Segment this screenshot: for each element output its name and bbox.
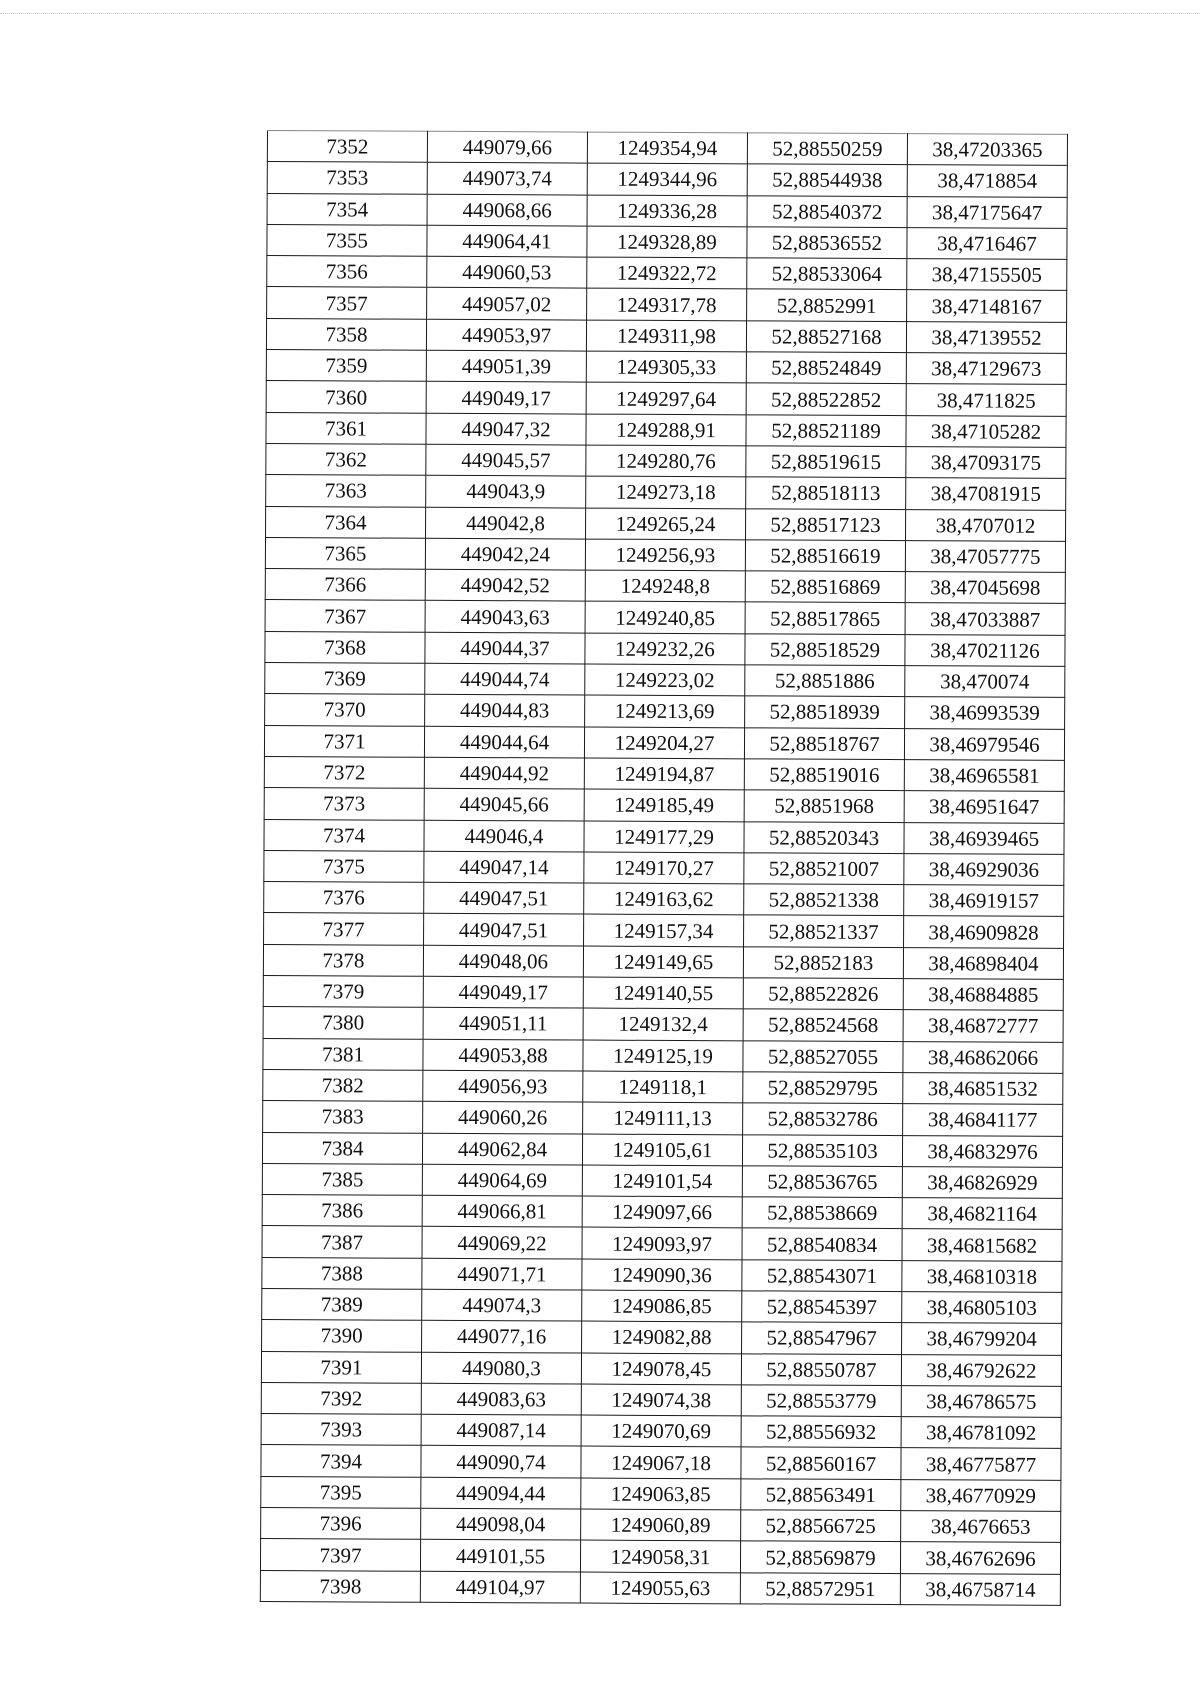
longitude-cell: 38,46965581 — [904, 760, 1064, 792]
y-coordinate-cell: 1249118,1 — [583, 1071, 743, 1103]
longitude-cell: 38,46758714 — [900, 1573, 1060, 1605]
y-coordinate-cell: 1249344,96 — [587, 163, 747, 195]
y-coordinate-cell: 1249101,54 — [582, 1165, 742, 1197]
y-coordinate-cell: 1249213,69 — [585, 695, 745, 727]
coordinates-table — [260, 130, 1068, 1606]
table-row — [265, 694, 1065, 729]
table-row — [266, 506, 1066, 541]
x-coordinate-cell: 449087,14 — [421, 1414, 581, 1446]
y-coordinate-cell: 1249223,02 — [585, 664, 745, 696]
latitude-cell: 52,88566725 — [741, 1510, 901, 1542]
table-row — [265, 663, 1065, 698]
x-coordinate-cell: 449048,06 — [423, 945, 583, 977]
longitude-cell: 38,47033887 — [905, 603, 1065, 635]
latitude-cell: 52,88563491 — [741, 1479, 901, 1511]
point-number-cell: 7398 — [260, 1570, 420, 1602]
point-number-cell: 7383 — [263, 1101, 423, 1133]
x-coordinate-cell: 449057,02 — [427, 288, 587, 320]
x-coordinate-cell: 449049,17 — [423, 976, 583, 1008]
y-coordinate-cell: 1249288,91 — [586, 414, 746, 446]
longitude-cell: 38,4676653 — [901, 1511, 1061, 1543]
y-coordinate-cell: 1249074,38 — [581, 1384, 741, 1416]
x-coordinate-cell: 449042,8 — [426, 507, 586, 539]
table-row — [262, 1288, 1062, 1323]
table-row — [263, 1007, 1063, 1042]
latitude-cell: 52,88533064 — [747, 258, 907, 290]
latitude-cell: 52,88521007 — [744, 853, 904, 885]
longitude-cell: 38,46770929 — [901, 1479, 1061, 1511]
table-row — [261, 1445, 1061, 1480]
longitude-cell: 38,46826929 — [902, 1166, 1062, 1198]
point-number-cell: 7389 — [262, 1288, 422, 1320]
point-number-cell: 7370 — [265, 694, 425, 726]
point-number-cell: 7373 — [264, 788, 424, 820]
x-coordinate-cell: 449044,83 — [425, 695, 585, 727]
latitude-cell: 52,88536552 — [747, 227, 907, 259]
y-coordinate-cell: 1249248,8 — [585, 570, 745, 602]
point-number-cell: 7369 — [265, 663, 425, 695]
latitude-cell: 52,88535103 — [742, 1134, 902, 1166]
x-coordinate-cell: 449051,11 — [423, 1008, 583, 1040]
point-number-cell: 7374 — [264, 819, 424, 851]
x-coordinate-cell: 449043,9 — [426, 476, 586, 508]
longitude-cell: 38,46799204 — [902, 1323, 1062, 1355]
y-coordinate-cell: 1249060,89 — [581, 1509, 741, 1541]
y-coordinate-cell: 1249240,85 — [585, 602, 745, 634]
point-number-cell: 7368 — [265, 631, 425, 663]
table-row — [262, 1320, 1062, 1355]
x-coordinate-cell: 449074,3 — [422, 1289, 582, 1321]
longitude-cell: 38,46781092 — [901, 1417, 1061, 1449]
longitude-cell: 38,46805103 — [902, 1292, 1062, 1324]
latitude-cell: 52,88517865 — [745, 602, 905, 634]
latitude-cell: 52,8851968 — [744, 790, 904, 822]
point-number-cell: 7367 — [265, 600, 425, 632]
y-coordinate-cell: 1249170,27 — [584, 852, 744, 884]
latitude-cell: 52,88519615 — [746, 446, 906, 478]
latitude-cell: 52,88529795 — [743, 1072, 903, 1104]
latitude-cell: 52,88521338 — [744, 884, 904, 916]
table-row — [261, 1476, 1061, 1511]
table-row — [267, 287, 1067, 322]
y-coordinate-cell: 1249132,4 — [583, 1008, 743, 1040]
latitude-cell: 52,88572951 — [740, 1572, 900, 1604]
table-row — [266, 318, 1066, 353]
longitude-cell: 38,47203365 — [907, 134, 1067, 166]
y-coordinate-cell: 1249177,29 — [584, 821, 744, 853]
point-number-cell: 7360 — [266, 381, 426, 413]
point-number-cell: 7378 — [263, 944, 423, 976]
latitude-cell: 52,88516869 — [745, 571, 905, 603]
longitude-cell: 38,470074 — [905, 666, 1065, 698]
latitude-cell: 52,8852991 — [747, 289, 907, 321]
x-coordinate-cell: 449044,37 — [425, 632, 585, 664]
latitude-cell: 52,88518767 — [744, 727, 904, 759]
coordinates-table-body — [260, 131, 1067, 1606]
table-row — [262, 1257, 1062, 1292]
table-row — [265, 631, 1065, 666]
point-number-cell: 7354 — [267, 193, 427, 225]
point-number-cell: 7358 — [266, 318, 426, 350]
latitude-cell: 52,88556932 — [741, 1416, 901, 1448]
y-coordinate-cell: 1249336,28 — [587, 195, 747, 227]
table-row — [264, 756, 1064, 791]
point-number-cell: 7355 — [267, 224, 427, 256]
x-coordinate-cell: 449071,71 — [422, 1258, 582, 1290]
x-coordinate-cell: 449101,55 — [420, 1540, 580, 1572]
y-coordinate-cell: 1249328,89 — [587, 226, 747, 258]
table-row — [261, 1414, 1061, 1449]
table-row — [264, 913, 1064, 948]
y-coordinate-cell: 1249082,88 — [582, 1321, 742, 1353]
point-number-cell: 7392 — [261, 1382, 421, 1414]
latitude-cell: 52,88517123 — [746, 508, 906, 540]
y-coordinate-cell: 1249273,18 — [586, 476, 746, 508]
table-row — [266, 443, 1066, 478]
x-coordinate-cell: 449069,22 — [422, 1227, 582, 1259]
point-number-cell: 7382 — [263, 1069, 423, 1101]
point-number-cell: 7379 — [263, 976, 423, 1008]
table-row — [266, 381, 1066, 416]
point-number-cell: 7395 — [261, 1476, 421, 1508]
point-number-cell: 7377 — [264, 913, 424, 945]
y-coordinate-cell: 1249070,69 — [581, 1415, 741, 1447]
x-coordinate-cell: 449064,69 — [422, 1164, 582, 1196]
x-coordinate-cell: 449044,92 — [424, 757, 584, 789]
latitude-cell: 52,88569879 — [740, 1541, 900, 1573]
longitude-cell: 38,46884885 — [903, 979, 1063, 1011]
latitude-cell: 52,88521189 — [746, 415, 906, 447]
latitude-cell: 52,88518529 — [745, 634, 905, 666]
point-number-cell: 7357 — [267, 287, 427, 319]
table-row — [262, 1195, 1062, 1230]
point-number-cell: 7365 — [265, 537, 425, 569]
longitude-cell: 38,47129673 — [906, 353, 1066, 385]
x-coordinate-cell: 449066,81 — [422, 1195, 582, 1227]
y-coordinate-cell: 1249354,94 — [587, 132, 747, 164]
latitude-cell: 52,88543071 — [742, 1260, 902, 1292]
longitude-cell: 38,47057775 — [905, 540, 1065, 572]
point-number-cell: 7384 — [262, 1132, 422, 1164]
y-coordinate-cell: 1249194,87 — [584, 758, 744, 790]
table-row — [262, 1132, 1062, 1167]
longitude-cell: 38,46810318 — [902, 1260, 1062, 1292]
longitude-cell: 38,46832976 — [902, 1135, 1062, 1167]
table-row — [267, 224, 1067, 259]
longitude-cell: 38,47081915 — [906, 478, 1066, 510]
longitude-cell: 38,47139552 — [906, 321, 1066, 353]
y-coordinate-cell: 1249097,66 — [582, 1196, 742, 1228]
point-number-cell: 7386 — [262, 1195, 422, 1227]
y-coordinate-cell: 1249185,49 — [584, 789, 744, 821]
table-row — [266, 350, 1066, 385]
point-number-cell: 7380 — [263, 1007, 423, 1039]
scan-edge-line — [0, 13, 1200, 14]
y-coordinate-cell: 1249063,85 — [581, 1478, 741, 1510]
point-number-cell: 7388 — [262, 1257, 422, 1289]
longitude-cell: 38,46775877 — [901, 1448, 1061, 1480]
latitude-cell: 52,88540372 — [747, 195, 907, 227]
latitude-cell: 52,88527168 — [746, 321, 906, 353]
longitude-cell: 38,46951647 — [904, 791, 1064, 823]
x-coordinate-cell: 449080,3 — [421, 1352, 581, 1384]
latitude-cell: 52,88532786 — [743, 1103, 903, 1135]
longitude-cell: 38,47021126 — [905, 634, 1065, 666]
y-coordinate-cell: 1249305,33 — [586, 351, 746, 383]
point-number-cell: 7363 — [266, 475, 426, 507]
latitude-cell: 52,88520343 — [744, 821, 904, 853]
point-number-cell: 7376 — [264, 882, 424, 914]
x-coordinate-cell: 449044,74 — [425, 663, 585, 695]
longitude-cell: 38,46939465 — [904, 822, 1064, 854]
latitude-cell: 52,88547967 — [742, 1322, 902, 1354]
latitude-cell: 52,88560167 — [741, 1447, 901, 1479]
table-row — [264, 850, 1064, 885]
x-coordinate-cell: 449051,39 — [426, 350, 586, 382]
x-coordinate-cell: 449098,04 — [421, 1508, 581, 1540]
x-coordinate-cell: 449062,84 — [422, 1133, 582, 1165]
x-coordinate-cell: 449060,53 — [427, 256, 587, 288]
longitude-cell: 38,47093175 — [906, 447, 1066, 479]
y-coordinate-cell: 1249157,34 — [584, 914, 744, 946]
y-coordinate-cell: 1249078,45 — [581, 1353, 741, 1385]
point-number-cell: 7362 — [266, 443, 426, 475]
longitude-cell: 38,46786575 — [901, 1385, 1061, 1417]
point-number-cell: 7364 — [266, 506, 426, 538]
longitude-cell: 38,46762696 — [900, 1542, 1060, 1574]
latitude-cell: 52,88536765 — [742, 1166, 902, 1198]
longitude-cell: 38,4711825 — [906, 384, 1066, 416]
table-row — [261, 1382, 1061, 1417]
longitude-cell: 38,46872777 — [903, 1010, 1063, 1042]
longitude-cell: 38,46993539 — [905, 697, 1065, 729]
longitude-cell: 38,46821164 — [902, 1198, 1062, 1230]
point-number-cell: 7371 — [264, 725, 424, 757]
x-coordinate-cell: 449042,52 — [425, 569, 585, 601]
x-coordinate-cell: 449046,4 — [424, 820, 584, 852]
latitude-cell: 52,88516619 — [745, 540, 905, 572]
y-coordinate-cell: 1249086,85 — [582, 1290, 742, 1322]
table-row — [265, 569, 1065, 604]
table-row — [263, 944, 1063, 979]
x-coordinate-cell: 449042,24 — [425, 538, 585, 570]
point-number-cell: 7397 — [260, 1539, 420, 1571]
point-number-cell: 7353 — [267, 162, 427, 194]
longitude-cell: 38,4718854 — [907, 165, 1067, 197]
x-coordinate-cell: 449045,66 — [424, 789, 584, 821]
latitude-cell: 52,88522826 — [743, 978, 903, 1010]
y-coordinate-cell: 1249093,97 — [582, 1227, 742, 1259]
table-row — [263, 1038, 1063, 1073]
x-coordinate-cell: 449060,26 — [423, 1101, 583, 1133]
longitude-cell: 38,47175647 — [907, 196, 1067, 228]
x-coordinate-cell: 449049,17 — [426, 382, 586, 414]
table-row — [264, 788, 1064, 823]
longitude-cell: 38,47148167 — [907, 290, 1067, 322]
longitude-cell: 38,47045698 — [905, 572, 1065, 604]
table-row — [266, 475, 1066, 510]
longitude-cell: 38,47155505 — [907, 259, 1067, 291]
table-row — [260, 1570, 1060, 1605]
latitude-cell: 52,88540834 — [742, 1228, 902, 1260]
table-row — [266, 412, 1066, 447]
longitude-cell: 38,46979546 — [904, 728, 1064, 760]
longitude-cell: 38,46851532 — [903, 1073, 1063, 1105]
x-coordinate-cell: 449053,88 — [423, 1039, 583, 1071]
y-coordinate-cell: 1249311,98 — [586, 320, 746, 352]
y-coordinate-cell: 1249111,13 — [583, 1102, 743, 1134]
y-coordinate-cell: 1249090,36 — [582, 1259, 742, 1291]
point-number-cell: 7385 — [262, 1163, 422, 1195]
point-number-cell: 7387 — [262, 1226, 422, 1258]
point-number-cell: 7393 — [261, 1414, 421, 1446]
x-coordinate-cell: 449104,97 — [420, 1571, 580, 1603]
x-coordinate-cell: 449077,16 — [422, 1321, 582, 1353]
y-coordinate-cell: 1249232,26 — [585, 633, 745, 665]
table-row — [263, 976, 1063, 1011]
x-coordinate-cell: 449068,66 — [427, 194, 587, 226]
table-row — [264, 725, 1064, 760]
table-row — [267, 162, 1067, 197]
point-number-cell: 7375 — [264, 850, 424, 882]
latitude-cell: 52,88553779 — [741, 1385, 901, 1417]
y-coordinate-cell: 1249149,65 — [583, 946, 743, 978]
x-coordinate-cell: 449043,63 — [425, 601, 585, 633]
y-coordinate-cell: 1249297,64 — [586, 382, 746, 414]
point-number-cell: 7381 — [263, 1038, 423, 1070]
table-row — [263, 1101, 1063, 1136]
y-coordinate-cell: 1249058,31 — [580, 1540, 740, 1572]
y-coordinate-cell: 1249256,93 — [585, 539, 745, 571]
longitude-cell: 38,46815682 — [902, 1229, 1062, 1261]
y-coordinate-cell: 1249105,61 — [582, 1134, 742, 1166]
table-row — [264, 882, 1064, 917]
latitude-cell: 52,88518939 — [745, 696, 905, 728]
x-coordinate-cell: 449047,51 — [424, 914, 584, 946]
latitude-cell: 52,88519016 — [744, 759, 904, 791]
latitude-cell: 52,88538669 — [742, 1197, 902, 1229]
latitude-cell: 52,88550787 — [741, 1353, 901, 1385]
x-coordinate-cell: 449053,97 — [426, 319, 586, 351]
table-row — [267, 256, 1067, 291]
point-number-cell: 7391 — [261, 1351, 421, 1383]
latitude-cell: 52,88550259 — [747, 133, 907, 165]
table-container — [260, 130, 1068, 1606]
point-number-cell: 7396 — [261, 1508, 421, 1540]
x-coordinate-cell: 449083,63 — [421, 1383, 581, 1415]
y-coordinate-cell: 1249280,76 — [586, 445, 746, 477]
x-coordinate-cell: 449047,32 — [426, 413, 586, 445]
y-coordinate-cell: 1249265,24 — [586, 508, 746, 540]
latitude-cell: 52,88524568 — [743, 1009, 903, 1041]
x-coordinate-cell: 449044,64 — [424, 726, 584, 758]
y-coordinate-cell: 1249317,78 — [587, 289, 747, 321]
longitude-cell: 38,46909828 — [904, 916, 1064, 948]
point-number-cell: 7372 — [264, 756, 424, 788]
y-coordinate-cell: 1249125,19 — [583, 1040, 743, 1072]
x-coordinate-cell: 449047,14 — [424, 851, 584, 883]
latitude-cell: 52,88527055 — [743, 1040, 903, 1072]
y-coordinate-cell: 1249322,72 — [587, 257, 747, 289]
x-coordinate-cell: 449090,74 — [421, 1446, 581, 1478]
y-coordinate-cell: 1249163,62 — [584, 883, 744, 915]
latitude-cell: 52,88521337 — [744, 915, 904, 947]
table-row — [260, 1539, 1060, 1574]
latitude-cell: 52,88545397 — [742, 1291, 902, 1323]
point-number-cell: 7361 — [266, 412, 426, 444]
latitude-cell: 52,88518113 — [746, 477, 906, 509]
latitude-cell: 52,8851886 — [745, 665, 905, 697]
table-row — [265, 600, 1065, 635]
table-row — [262, 1163, 1062, 1198]
longitude-cell: 38,46792622 — [901, 1354, 1061, 1386]
longitude-cell: 38,4707012 — [906, 509, 1066, 541]
x-coordinate-cell: 449064,41 — [427, 225, 587, 257]
table-row — [262, 1226, 1062, 1261]
y-coordinate-cell: 1249067,18 — [581, 1447, 741, 1479]
latitude-cell: 52,8852183 — [743, 947, 903, 979]
y-coordinate-cell: 1249140,55 — [583, 977, 743, 1009]
x-coordinate-cell: 449045,57 — [426, 444, 586, 476]
table-row — [263, 1069, 1063, 1104]
longitude-cell: 38,46898404 — [903, 947, 1063, 979]
point-number-cell: 7366 — [265, 569, 425, 601]
table-row — [261, 1508, 1061, 1543]
y-coordinate-cell: 1249055,63 — [580, 1572, 740, 1604]
latitude-cell: 52,88522852 — [746, 383, 906, 415]
x-coordinate-cell: 449079,66 — [427, 131, 587, 163]
longitude-cell: 38,46929036 — [904, 853, 1064, 885]
y-coordinate-cell: 1249204,27 — [584, 727, 744, 759]
x-coordinate-cell: 449056,93 — [423, 1070, 583, 1102]
x-coordinate-cell: 449094,44 — [421, 1477, 581, 1509]
table-row — [267, 131, 1067, 166]
table-row — [265, 537, 1065, 572]
x-coordinate-cell: 449073,74 — [427, 163, 587, 195]
table-row — [264, 819, 1064, 854]
point-number-cell: 7356 — [267, 256, 427, 288]
latitude-cell: 52,88524849 — [746, 352, 906, 384]
point-number-cell: 7390 — [262, 1320, 422, 1352]
point-number-cell: 7352 — [267, 131, 427, 163]
longitude-cell: 38,4716467 — [907, 228, 1067, 260]
longitude-cell: 38,46919157 — [904, 885, 1064, 917]
latitude-cell: 52,88544938 — [747, 164, 907, 196]
longitude-cell: 38,46841177 — [903, 1104, 1063, 1136]
table-row — [261, 1351, 1061, 1386]
longitude-cell: 38,47105282 — [906, 415, 1066, 447]
x-coordinate-cell: 449047,51 — [424, 882, 584, 914]
table-row — [267, 193, 1067, 228]
point-number-cell: 7394 — [261, 1445, 421, 1477]
longitude-cell: 38,46862066 — [903, 1041, 1063, 1073]
point-number-cell: 7359 — [266, 350, 426, 382]
